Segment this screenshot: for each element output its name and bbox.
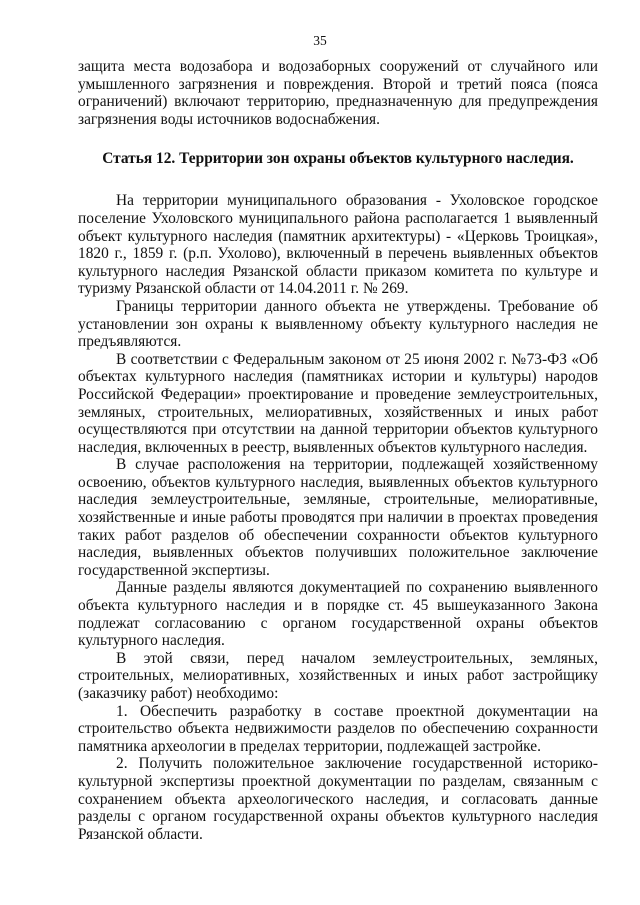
paragraph-development-conditions: В случае расположения на территории, подлежащей хозяйственному освоению, объектов культурного наследия, выявленных объектов культурного наследия землеустроительные, земляные, строительные, мелиоративные, хозяйственные и иные работы проводятся при наличии в проектах проведения таких работ разделов об обеспечении сохранности объектов культурного наследия, выявленных объектов получивших положительное заключение государственной экспертизы.	[78, 456, 598, 579]
list-item-2: 2. Получить положительное заключение государственной историко-культурной экспертизы проектной документации по разделам, связанным с сохранением объекта археологического наследия, и согласовать данные разделы с органом государственной охраны объектов культурного наследия Рязанской области.	[78, 755, 598, 843]
paragraph-federal-law: В соответствии с Федеральным законом от 25 июня 2002 г. №73-ФЗ «Об объектах культурного наследия (памятниках истории и культуры) народов Российской Федерации» проектирование и проведение землеустроительных, земляных, строительных, мелиоративных, хозяйственных и иных работ осуществляются при отсутствии на данной территории объектов культурного наследия, включенных в реестр, выявленных объектов культурного наследия.	[78, 350, 598, 456]
paragraph-boundaries: Границы территории данного объекта не утверждены. Требование об установлении зон охраны к выявленному объекту культурного наследия не предъявляются.	[78, 297, 598, 351]
list-item-1: 1. Обеспечить разработку в составе проектной документации на строительство объекта недвижимости разделов по обеспечению сохранности памятника археологии в пределах территории, подлежащей застройке.	[78, 702, 598, 755]
intro-paragraph: защита места водозабора и водозаборных сооружений от случайного или умышленного загрязнения и повреждения. Второй и третий пояса (пояса ограничений) включают территорию, предназначенную для предупреждения загрязнения воды источников водоснабжения.	[78, 58, 598, 128]
article-heading: Статья 12. Территории зон охраны объектов культурного наследия.	[102, 150, 574, 168]
paragraph-developer-requirements: В этой связи, перед началом землеустроительных, земляных, строительных, мелиоративных, хозяйственных и иных работ застройщику (заказчику работ) необходимо:	[78, 649, 598, 702]
page-number: 35	[313, 33, 327, 48]
paragraph-sections-approval: Данные разделы являются документацией по сохранению выявленного объекта культурного наследия и в порядке ст. 45 вышеуказанного Закона подлежат согласованию с органом государственной охраны объектов культурного наследия.	[78, 579, 598, 650]
paragraph-objects-list: На территории муниципального образования - Ухоловское городское поселение Ухоловского муниципального района располагается 1 выявленный объект культурного наследия (памятник архитектуры) - «Церковь Троицкая», 1820 г., 1859 г. (р.п. Ухолово), включенный в перечень выявленных объектов культурного наследия Рязанской области приказом комитета по культуре и туризму Рязанской области от 14.04.2011 г. № 269.	[78, 192, 598, 298]
document-body	[78, 58, 598, 843]
